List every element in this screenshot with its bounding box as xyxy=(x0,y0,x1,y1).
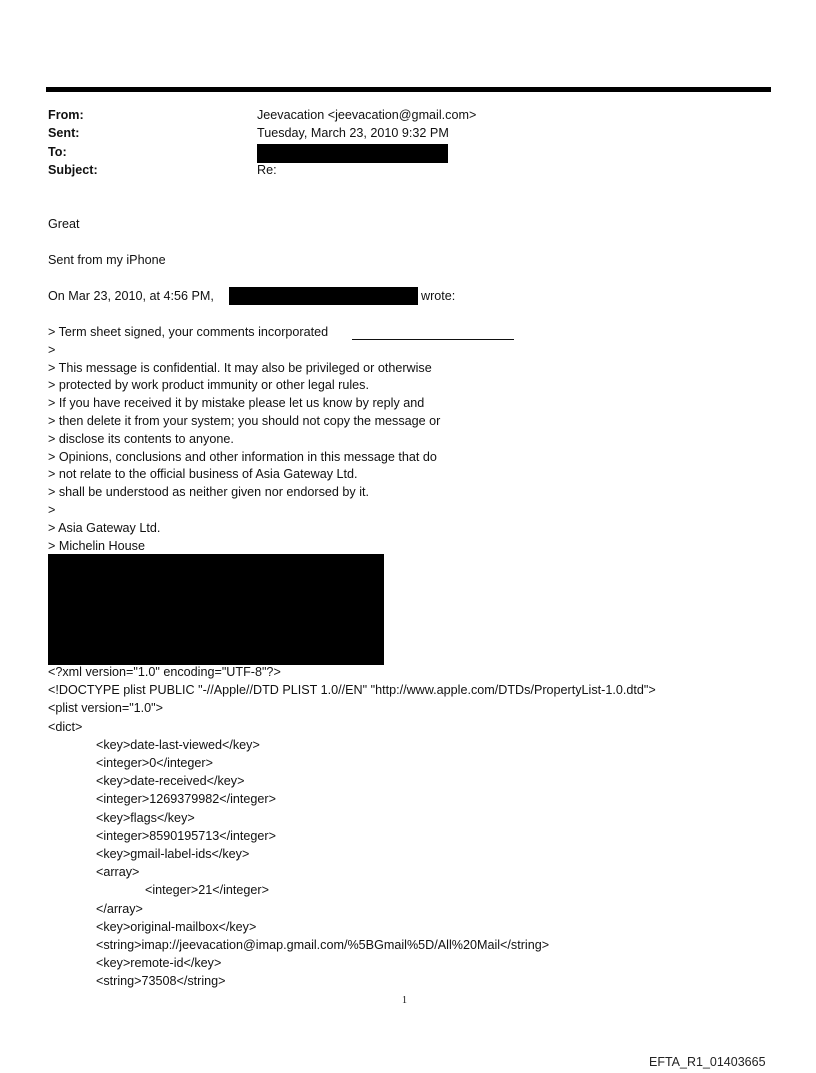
xml-line: <key>flags</key> xyxy=(96,810,195,825)
quoted-line: > If you have received it by mistake please let us know by reply and xyxy=(48,396,425,411)
from-label: From: xyxy=(48,108,84,122)
body-greeting: Great xyxy=(48,217,80,231)
xml-line: </array> xyxy=(96,901,143,916)
bates-number: EFTA_R1_01403665 xyxy=(649,1055,766,1069)
to-label: To: xyxy=(48,145,67,159)
quoted-line: > xyxy=(48,342,56,357)
xml-line: <integer>21</integer> xyxy=(145,883,269,898)
subject-label: Subject: xyxy=(48,163,98,177)
xml-line: <dict> xyxy=(48,719,83,734)
xml-line: <key>gmail-label-ids</key> xyxy=(96,847,250,861)
xml-line: <key>date-last-viewed</key> xyxy=(96,737,260,752)
xml-line: <string>imap://jeevacation@imap.gmail.com/%5BGmail%5D/All%20Mail</string> xyxy=(96,938,550,952)
body-signature: Sent from my iPhone xyxy=(48,253,166,267)
xml-line: <!DOCTYPE plist PUBLIC "-//Apple//DTD PLIST 1.0//EN" "http://www.apple.com/DTDs/PropertyList-1.0.dtd"> xyxy=(48,683,656,698)
xml-line: <integer>8590195713</integer> xyxy=(96,828,276,843)
xml-line: <array> xyxy=(96,865,140,880)
quoted-line: > protected by work product immunity or other legal rules. xyxy=(48,378,369,393)
quoted-line: > Asia Gateway Ltd. xyxy=(48,520,161,535)
signature-blank-line xyxy=(352,339,514,340)
xml-line: <integer>0</integer> xyxy=(96,756,213,770)
quoted-line: > This message is confidential. It may also be privileged or otherwise xyxy=(48,360,432,375)
to-redaction xyxy=(257,144,448,163)
xml-line: <key>remote-id</key> xyxy=(96,956,222,971)
xml-line: <plist version="1.0"> xyxy=(48,701,164,716)
from-value: Jeevacation <jeevacation@gmail.com> xyxy=(257,108,477,122)
xml-line: <integer>1269379982</integer> xyxy=(96,792,276,807)
address-redaction xyxy=(48,554,384,665)
quoted-line: > Term sheet signed, your comments incorporated xyxy=(48,325,329,339)
quoted-line: > Opinions, conclusions and other information in this message that do xyxy=(48,449,437,464)
sender-redaction xyxy=(229,287,418,305)
quoted-line: > Michelin House xyxy=(48,538,145,553)
quote-intro-end: wrote: xyxy=(421,289,456,303)
xml-line: <?xml version="1.0" encoding="UTF-8"?> xyxy=(48,665,281,679)
sent-label: Sent: xyxy=(48,126,80,140)
subject-value: Re: xyxy=(257,163,277,177)
xml-line: <key>original-mailbox</key> xyxy=(96,919,257,934)
xml-line: <string>73508</string> xyxy=(96,974,226,989)
xml-line: <key>date-received</key> xyxy=(96,774,245,789)
quoted-line: > not relate to the official business of Asia Gateway Ltd. xyxy=(48,467,358,482)
quoted-line: > shall be understood as neither given nor endorsed by it. xyxy=(48,485,369,500)
quoted-line: > disclose its contents to anyone. xyxy=(48,431,234,446)
quoted-line: > xyxy=(48,503,56,517)
quoted-line: > then delete it from your system; you should not copy the message or xyxy=(48,414,441,428)
sent-value: Tuesday, March 23, 2010 9:32 PM xyxy=(257,126,449,140)
quote-intro-start: On Mar 23, 2010, at 4:56 PM, xyxy=(48,289,214,303)
header-rule xyxy=(46,87,771,92)
page-number: 1 xyxy=(402,995,407,1006)
